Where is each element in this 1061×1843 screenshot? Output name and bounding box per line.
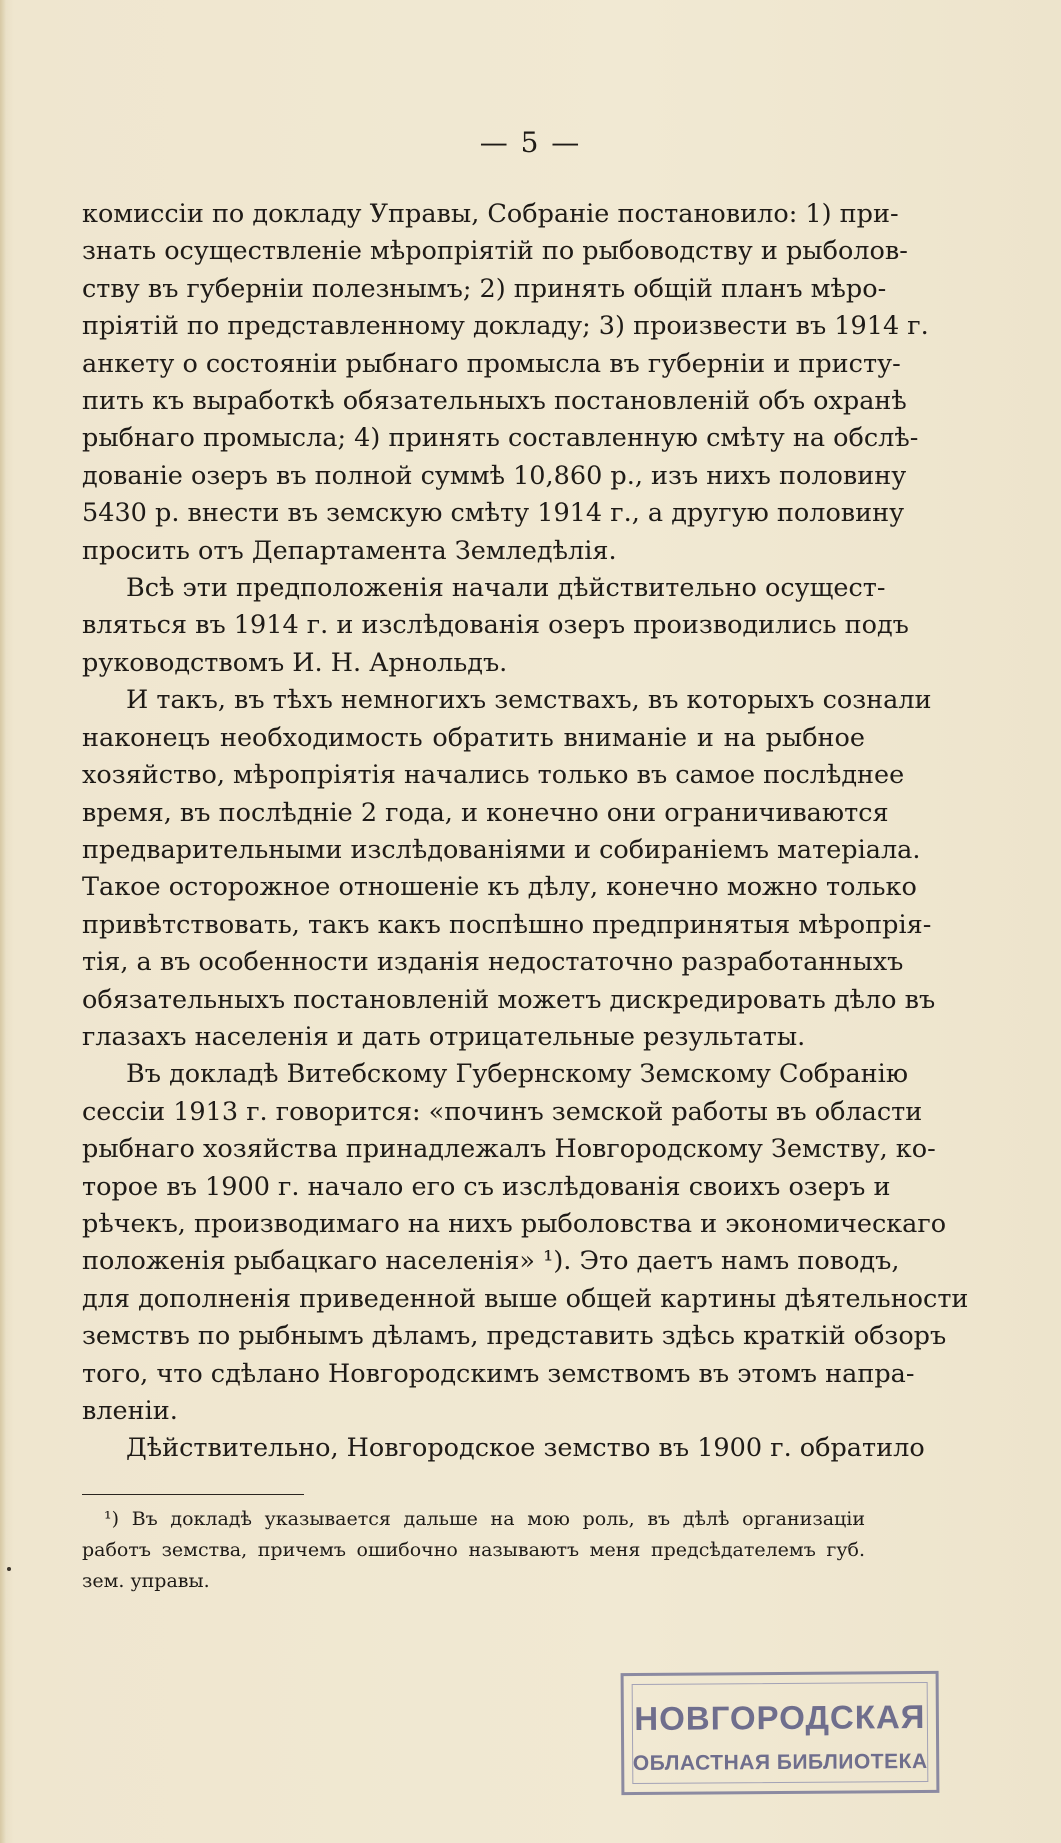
paragraph <box>82 1430 925 1467</box>
text-line: рыбнаго промысла; 4) принять составленную смѣту на обслѣ- <box>82 423 919 454</box>
text-line: пріятій по представленному докладу; 3) произвести въ 1914 г. <box>82 311 929 342</box>
text-line: ству въ губерніи полезнымъ; 2) принять общій планъ мѣро- <box>82 273 887 304</box>
footnote-line: работъ земства, причемъ ошибочно называютъ меня предсѣдателемъ губ. <box>82 1539 865 1561</box>
text-line: наконецъ необходимость обратить вниманіе и на рыбное <box>82 722 865 753</box>
text-line: рѣчекъ, производимаго на нихъ рыболовства и экономическаго <box>82 1208 947 1239</box>
text-line: хозяйство, мѣропріятія начались только въ самое послѣднее <box>82 760 905 791</box>
text-line: Всѣ эти предположенія начали дѣйствительно осущест- <box>126 573 886 604</box>
body-text <box>82 196 969 1468</box>
text-line: 5430 р. внести въ земскую смѣту 1914 г., а другую половину <box>82 498 905 529</box>
page-binding-edge <box>0 0 6 1843</box>
text-line: для дополненія приведенной выше общей картины дѣятельности <box>82 1283 969 1314</box>
text-line: комиссіи по докладу Управы, Собраніе постановило: 1) при- <box>82 199 899 229</box>
paragraph <box>82 196 929 570</box>
text-line: руководствомъ И. Н. Арнольдъ. <box>82 647 508 678</box>
text-line: вляться въ 1914 г. и изслѣдованія озеръ производились подъ <box>82 610 909 641</box>
text-line: земствъ по рыбнымъ дѣламъ, представить здѣсь краткій обзоръ <box>82 1321 947 1352</box>
paper-speck <box>7 1567 11 1571</box>
paragraph <box>82 1056 969 1430</box>
text-line: привѣтствовать, такъ какъ поспѣшно предпринятыя мѣропрія- <box>82 909 932 940</box>
text-line: И такъ, въ тѣхъ немногихъ земствахъ, въ которыхъ сознали <box>126 685 932 716</box>
footnote-line: зем. управы. <box>82 1570 210 1592</box>
footnote-divider <box>82 1494 304 1495</box>
text-line: торое въ 1900 г. начало его съ изслѣдованія своихъ озеръ и <box>82 1171 891 1202</box>
text-line: Въ докладѣ Витебскому Губернскому Земскому Собранію <box>126 1059 909 1090</box>
text-line: рыбнаго хозяйства принадлежалъ Новгородскому Земству, ко- <box>82 1134 936 1165</box>
text-line: Такое осторожное отношеніе къ дѣлу, конечно можно только <box>82 872 917 903</box>
text-line: тія, а въ особенности изданія недостаточно разработанныхъ <box>82 947 904 978</box>
text-line: дованіе озеръ въ полной суммѣ 10,860 р., изъ нихъ половину <box>82 460 907 491</box>
text-line: положенія рыбацкаго населенія» ¹). Это даетъ намъ поводъ, <box>82 1246 900 1277</box>
text-line: того, что сдѣлано Новгородскимъ земствомъ въ этомъ напра- <box>82 1358 915 1389</box>
text-line: обязательныхъ постановленій можетъ дискредировать дѣло въ <box>82 984 936 1015</box>
text-line: Дѣйствительно, Новгородское земство въ 1900 г. обратило <box>126 1433 925 1464</box>
paragraph <box>82 570 909 682</box>
text-line: предварительными изслѣдованіями и собираніемъ матеріала. <box>82 834 921 865</box>
text-line: пить къ выработкѣ обязательныхъ постановленій объ охранѣ <box>82 386 907 417</box>
text-line: вленіи. <box>82 1396 178 1426</box>
text-line: глазахъ населенія и дать отрицательные результаты. <box>82 1021 806 1052</box>
stamp-subtitle: ОБЛАСТНАЯ БИБЛИОТЕКА <box>632 1749 928 1776</box>
text-line: время, въ послѣдніе 2 года, и конечно они ограничиваются <box>82 797 889 828</box>
footnote-line: ¹) Въ докладѣ указывается дальше на мою роль, въ дѣлѣ организаціи <box>104 1508 865 1530</box>
page-number: — 5 — <box>479 126 582 159</box>
text-line: анкету о состояніи рыбнаго промысла въ губерніи и присту- <box>82 348 901 379</box>
text-line: знать осуществленіе мѣропріятій по рыбоводству и рыболов- <box>82 236 908 267</box>
footnote <box>82 1504 865 1597</box>
stamp-title: НОВГОРОДСКАЯ <box>634 1697 926 1738</box>
paragraph <box>82 682 936 1056</box>
text-line: сессіи 1913 г. говорится: «починъ земской работы въ области <box>82 1096 923 1127</box>
text-line: просить отъ Департамента Земледѣлія. <box>82 535 617 566</box>
library-stamp <box>621 1671 940 1795</box>
